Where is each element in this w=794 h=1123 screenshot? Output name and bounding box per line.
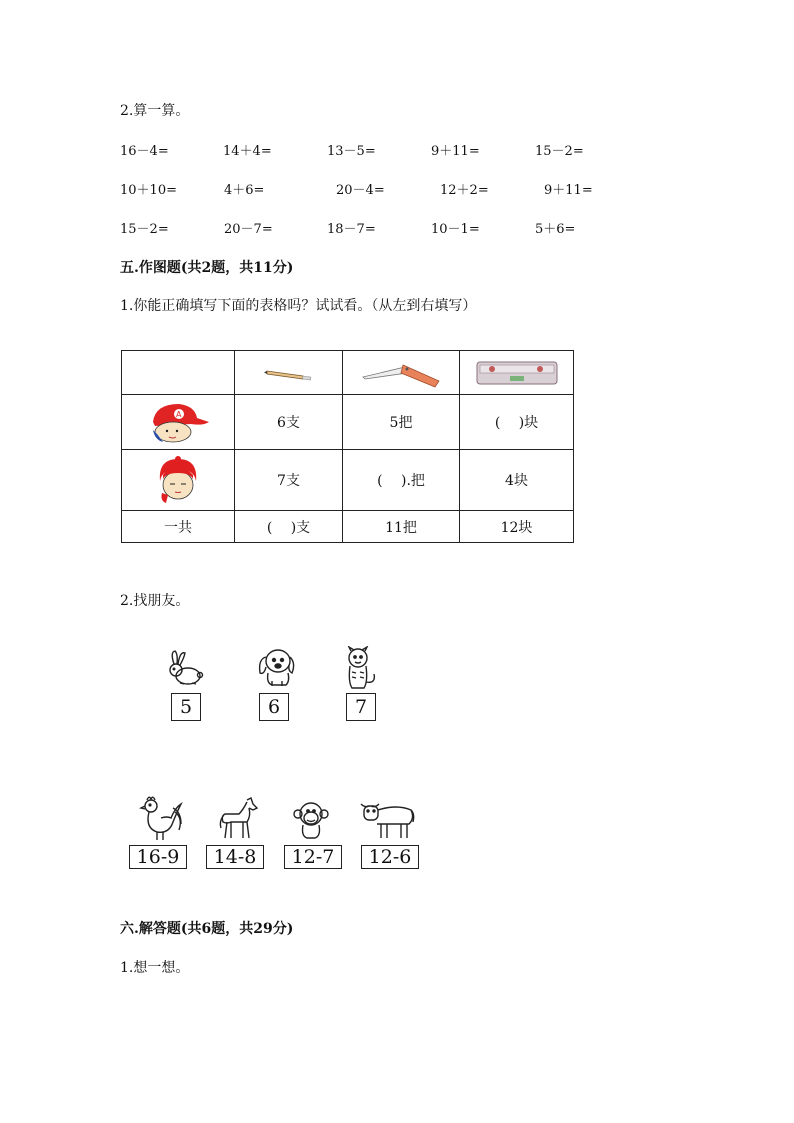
table-cell: ( ).把 <box>343 450 460 511</box>
expression-box: 12-6 <box>361 845 419 869</box>
table-cell: 6支 <box>235 395 343 450</box>
section-heading: 六.解答题(共6题，共29分) <box>120 921 294 937</box>
table-cell: 4块 <box>460 450 574 511</box>
table-cell: ( )支 <box>235 511 343 543</box>
table-cell: 7支 <box>235 450 343 511</box>
svg-text:A: A <box>176 410 182 419</box>
table-cell <box>343 351 460 395</box>
calc-title: 2.算一算。 <box>120 103 190 119</box>
equation: 15－2= <box>120 222 169 237</box>
number-box: 5 <box>171 693 201 721</box>
pencil-box-icon <box>460 358 573 388</box>
equation: 9＋11= <box>544 183 593 198</box>
rooster-icon <box>137 794 185 842</box>
ox-icon <box>357 798 417 842</box>
horse-icon <box>217 796 261 842</box>
table-cell <box>122 395 235 450</box>
equation: 5＋6= <box>535 222 576 237</box>
question-text: 2.找朋友。 <box>120 593 190 609</box>
table-cell: 5把 <box>343 395 460 450</box>
table-cell: ( )块 <box>460 395 574 450</box>
equation: 16－4= <box>120 144 169 159</box>
tiger-icon <box>338 646 380 690</box>
equation: 15－2= <box>535 144 584 159</box>
number-box: 7 <box>346 693 376 721</box>
table-cell <box>460 351 574 395</box>
equation: 20－7= <box>224 222 273 237</box>
equation: 20－4= <box>336 183 385 198</box>
dog-icon <box>254 645 298 689</box>
table-cell: 12块 <box>460 511 574 543</box>
question-text: 1.你能正确填写下面的表格吗？试试看。（从左到右填写） <box>120 298 477 314</box>
table-cell <box>235 351 343 395</box>
equation: 18－7= <box>327 222 376 237</box>
equation: 14＋4= <box>223 144 272 159</box>
equation: 10＋10= <box>120 183 177 198</box>
table-cell <box>122 351 235 395</box>
table-cell: 一共 <box>122 511 235 543</box>
expression-box: 14-8 <box>206 845 264 869</box>
pencil-icon <box>235 363 342 383</box>
expression-box: 16-9 <box>129 845 187 869</box>
question-text: 1.想一想。 <box>120 960 190 976</box>
section-heading: 五.作图题(共2题，共11分) <box>120 260 294 276</box>
table-cell <box>122 450 235 511</box>
table-cell: 11把 <box>343 511 460 543</box>
expression-box: 12-7 <box>284 845 342 869</box>
number-box: 6 <box>259 693 289 721</box>
boy-with-cap-icon <box>122 400 234 444</box>
fill-in-table <box>121 350 574 543</box>
rabbit-icon <box>166 648 206 688</box>
equation: 4＋6= <box>224 183 265 198</box>
equation: 12＋2= <box>440 183 489 198</box>
girl-icon <box>122 455 234 505</box>
knife-icon <box>343 357 459 389</box>
equation: 13－5= <box>327 144 376 159</box>
monkey-icon <box>289 798 333 842</box>
equation: 10－1= <box>431 222 480 237</box>
equation: 9＋11= <box>431 144 480 159</box>
